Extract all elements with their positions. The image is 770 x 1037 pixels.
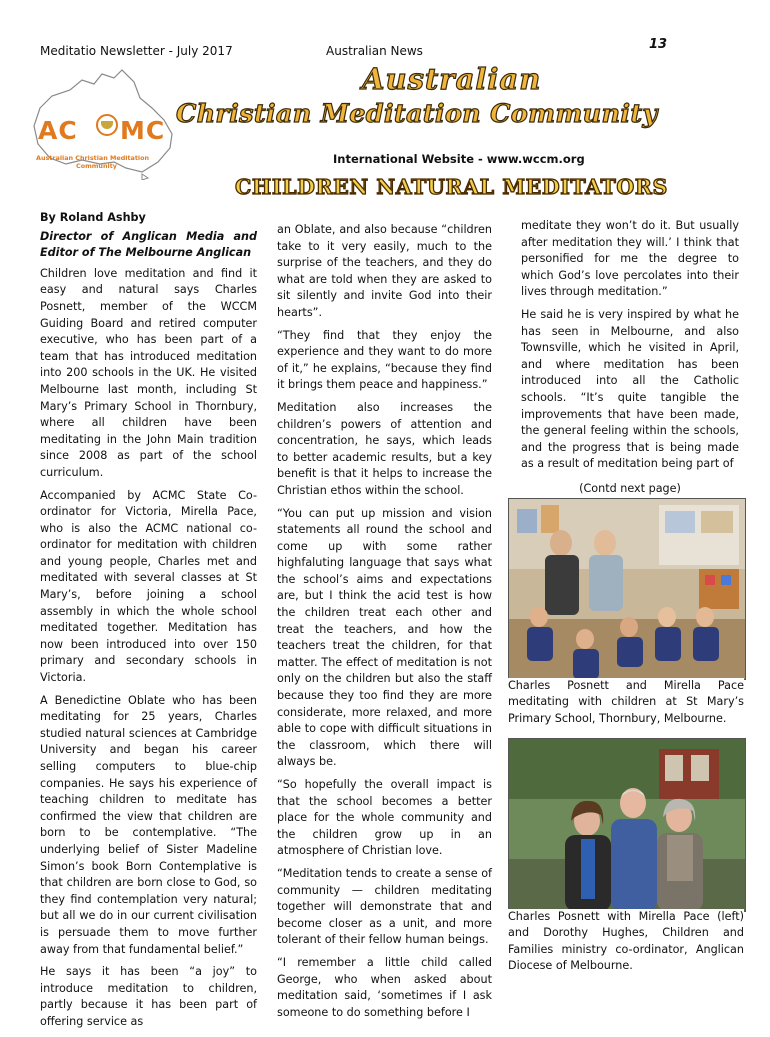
classroom-photo <box>508 498 746 680</box>
paragraph: “They find that they enjoy the experience and they want to do more of it,” he explains, “because they find it brings them peace and happiness.” <box>277 328 492 392</box>
logo-subtitle-line2: Community <box>76 162 117 170</box>
masthead-line1: Australian <box>362 62 542 96</box>
group-photo <box>508 738 746 912</box>
website-line: International Website - www.wccm.org <box>333 152 585 166</box>
article-column-2 <box>277 222 492 1027</box>
paragraph: Meditation also increases the children’s powers of attention and concentration, he says, which leads to better academic results, but a key benefit is that it helps to increase the Christian ethos within the school. <box>277 400 492 497</box>
photo1-caption: Charles Posnett and Mirella Pace meditating with children at St Mary’s Primary School, Thornbury, Melbourne. <box>508 678 744 727</box>
paragraph: He says it has been “a joy” to introduce meditation to children, partly because it has been part of offering service as <box>40 965 257 1028</box>
author-role: Director of Anglican Media and Editor of The Melbourne Anglican <box>40 229 257 260</box>
paragraph: “I remember a little child called George, who when asked about meditation said, ‘sometimes if I ask someone to do something before I <box>277 955 492 1019</box>
acmc-logo <box>30 68 182 180</box>
paragraph: A Benedictine Oblate who has been meditating for 25 years, Charles studied natural sciences at Cambridge University and began his career selling computers to blue-chip companies. He says his experience of teaching children to meditate has confirmed the view that children are born to be contemplative. “The underlying belief of Sister Madeline Simon’s book Born Contemplative is that children are born close to God, so they find contemplation very natural; but all we do in our current civilisation is persuade them to move further away from that fundamental belief.” <box>40 693 257 956</box>
continued-note: (Contd next page) <box>579 481 681 495</box>
paragraph: “So hopefully the overall impact is that the school becomes a better place for the whole community and the children grow up in an atmosphere of Christian love. <box>277 778 492 858</box>
masthead-line2: Christian Meditation Community <box>176 99 658 129</box>
paragraph: Accompanied by ACMC State Co-ordinator for Victoria, Mirella Pace, who is also the ACMC national co-ordinator for meditation with children and young people, Charles met and meditated with several classes at St Mary’s, before joining a school assembly in which the whole school meditated together. Meditation has now been introduced into over 150 primary and secondary schools in Victoria. <box>40 488 257 685</box>
bowl-icon <box>101 121 113 129</box>
byline: By Roland Ashby <box>40 211 146 224</box>
paragraph: “Meditation tends to create a sense of community — children meditating together will demonstrate that and become closer as a unit, and more tolerant of their fellow human beings. <box>277 866 492 947</box>
page-number: 13 <box>649 37 668 52</box>
newsletter-name: Meditatio Newsletter - July 2017 <box>40 44 233 58</box>
article-column-3 <box>521 218 739 498</box>
paragraph: meditate they won’t do it. But usually after meditation they will.’ I think that personified for me the degree to which God’s love percolates into their lives through meditation.” <box>521 219 739 299</box>
paragraph: “You can put up mission and vision statements all round the school and come up with some rather highfaluting language that says what the school’s aims and expectations are, but I think the acid test is how the children treat each other and treat the teachers, and how the teachers treat the children, for that matter. The effect of meditation is not only on the children but also the staff because they too find they are more considerate, more relaxed, and more able to cope with difficult situations in the classroom, which there will always be. <box>277 506 492 769</box>
classroom-scene-image <box>509 499 745 679</box>
paragraph: He said he is very inspired by what he has seen in Melbourne, and also Townsville, which he visited in April, and where meditation has been introduced into all the Catholic schools. “It’s quite tangible the improvements that have been made, the general feeling within the schools, and the progress that is being made as a result of meditation being part of <box>521 307 739 471</box>
photo2-caption: Charles Posnett with Mirella Pace (left) and Dorothy Hughes, Children and Families ministry co-ordinator, Anglican Diocese of Melbourne. <box>508 909 744 975</box>
paragraph: Children love meditation and find it easy and natural says Charles Posnett, member of the WCCM Guiding Board and retired computer executive, who has been part of a team that has introduced meditation into 200 schools in the UK. He visited Melbourne last month, including St Mary’s Primary School in Thornbury, where all children have been meditating in the John Main tradition since 2008 as part of the school curriculum. <box>40 266 257 479</box>
group-portrait-image <box>509 739 745 911</box>
article-column-1 <box>40 210 257 1037</box>
article-title: CHILDREN NATURAL MEDITATORS <box>235 175 668 199</box>
logo-initials-left: AC <box>38 116 78 145</box>
section-name: Australian News <box>326 44 423 58</box>
logo-subtitle-line1: Australian Christian Meditation <box>36 154 150 162</box>
paragraph: an Oblate, and also because “children take to it very easily, much to the surprise of the teachers, and they do what are told when they are asked to sit silently and invite God into their hearts”. <box>277 223 492 319</box>
logo-initials-right: MC <box>120 116 166 145</box>
logo-circle-icon <box>96 114 118 136</box>
